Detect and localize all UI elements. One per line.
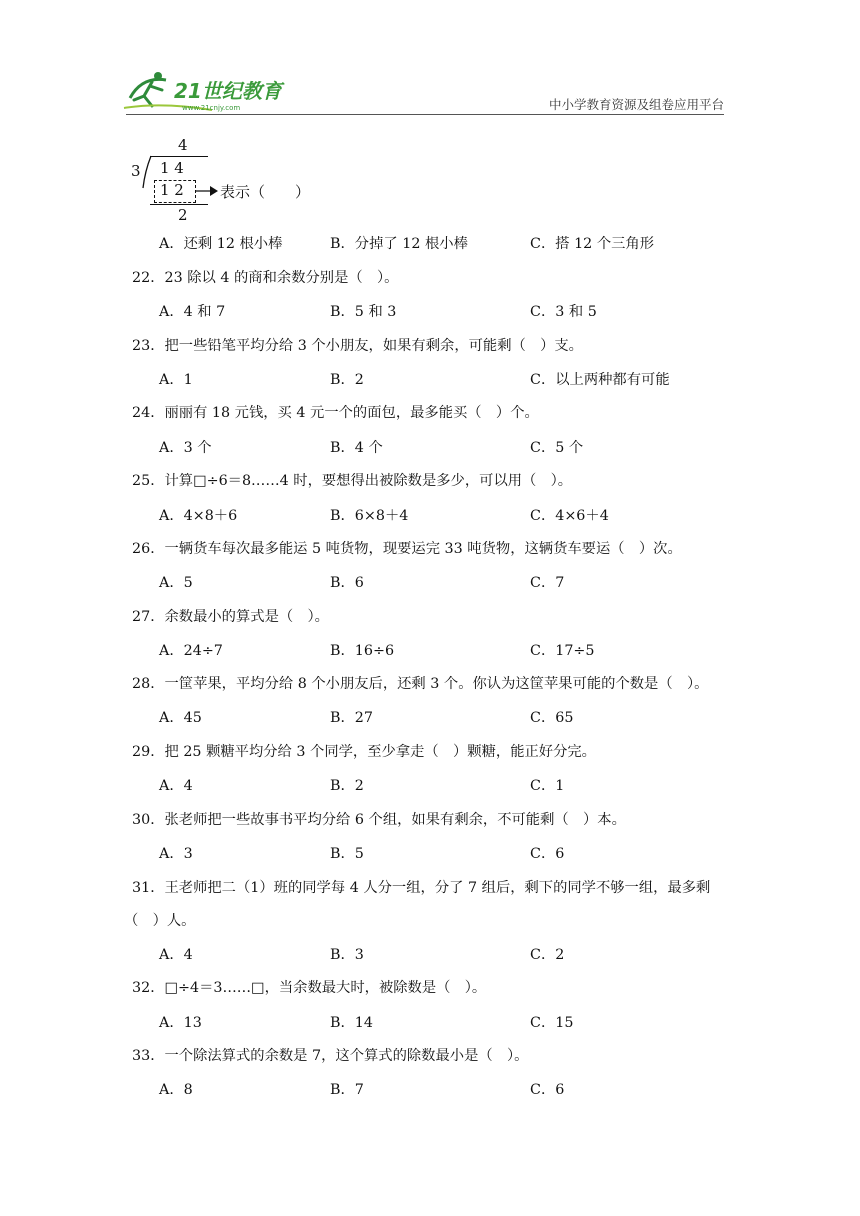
- question-27: 27．余数最小的算式是（ ）。: [132, 609, 329, 625]
- option-a[interactable]: A．8: [159, 1082, 193, 1098]
- q29-options: [0, 775, 860, 795]
- division-product: 1 2: [160, 181, 184, 199]
- logo-text: 21世纪教育: [174, 79, 282, 103]
- header-divider: [126, 114, 724, 115]
- option-c[interactable]: C．17÷5: [530, 643, 595, 659]
- option-c[interactable]: C．1: [530, 778, 565, 794]
- option-c[interactable]: C．搭 12 个三角形: [530, 236, 655, 252]
- option-b[interactable]: B．27: [330, 710, 373, 726]
- option-c[interactable]: C．6: [530, 846, 565, 862]
- division-diagram: [128, 134, 348, 230]
- division-dividend: 1 4: [160, 159, 184, 177]
- option-a[interactable]: A．4: [159, 778, 193, 794]
- q24-options: [0, 437, 860, 457]
- option-c[interactable]: C．6: [530, 1082, 565, 1098]
- option-b[interactable]: B．5: [330, 846, 364, 862]
- option-c[interactable]: C．65: [530, 710, 574, 726]
- option-c[interactable]: C．7: [530, 575, 565, 591]
- site-name: 中小学教育资源及组卷应用平台: [548, 97, 724, 112]
- option-b[interactable]: B．2: [330, 372, 364, 388]
- option-a[interactable]: A．1: [159, 372, 193, 388]
- question-33: 33．一个除法算式的余数是 7，这个算式的除数最小是（ ）。: [132, 1048, 529, 1064]
- option-a[interactable]: A．4: [159, 947, 193, 963]
- option-a[interactable]: A．还剩 12 根小棒: [159, 236, 283, 252]
- division-remainder: 2: [178, 206, 188, 224]
- option-c[interactable]: C．15: [530, 1015, 574, 1031]
- division-bottom-bar: [150, 204, 208, 205]
- arrow-right-icon: [196, 184, 220, 198]
- option-b[interactable]: B．7: [330, 1082, 364, 1098]
- option-b[interactable]: B．6: [330, 575, 364, 591]
- q21-options: [0, 233, 860, 253]
- option-a[interactable]: A．13: [159, 1015, 202, 1031]
- q22-options: [0, 301, 860, 321]
- page-header: [0, 0, 860, 120]
- q25-options: [0, 505, 860, 525]
- option-b[interactable]: B．14: [330, 1015, 373, 1031]
- question-30: 30．张老师把一些故事书平均分给 6 个组，如果有剩余，不可能剩（ ）本。: [132, 812, 626, 828]
- q23-options: [0, 369, 860, 389]
- division-divisor: 3: [131, 162, 141, 180]
- q27-options: [0, 640, 860, 660]
- option-a[interactable]: A．4×8＋6: [159, 508, 238, 524]
- question-31-continued: （ ）人。: [124, 913, 196, 929]
- option-a[interactable]: A．3: [159, 846, 193, 862]
- option-b[interactable]: B．分掉了 12 根小棒: [330, 236, 468, 252]
- option-c[interactable]: C．4×6＋4: [530, 508, 609, 524]
- question-24: 24．丽丽有 18 元钱，买 4 元一个的面包，最多能买（ ）个。: [132, 405, 539, 421]
- option-b[interactable]: B．6×8＋4: [330, 508, 409, 524]
- q33-options: [0, 1079, 860, 1099]
- option-a[interactable]: A．5: [159, 575, 193, 591]
- option-a[interactable]: A．4 和 7: [159, 304, 226, 320]
- q28-options: [0, 707, 860, 727]
- question-26: 26．一辆货车每次最多能运 5 吨货物，现要运完 33 吨货物，这辆货车要运（ ）次。: [132, 541, 682, 557]
- option-a[interactable]: A．24÷7: [159, 643, 223, 659]
- q32-options: [0, 1012, 860, 1032]
- division-top-bar: [150, 156, 208, 157]
- option-b[interactable]: B．5 和 3: [330, 304, 397, 320]
- 21cnjy-logo: [122, 66, 292, 116]
- option-a[interactable]: A．3 个: [159, 440, 212, 456]
- option-a[interactable]: A．45: [159, 710, 202, 726]
- question-29: 29．把 25 颗糖平均分给 3 个同学，至少拿走（ ）颗糖，能正好分完。: [132, 744, 596, 760]
- q26-options: [0, 572, 860, 592]
- question-28: 28．一筐苹果，平均分给 8 个小朋友后，还剩 3 个。你认为这筐苹果可能的个数是（ ）。: [132, 676, 709, 692]
- division-label: 表示（ ）: [220, 183, 311, 201]
- question-22: 22．23 除以 4 的商和余数分别是（ ）。: [132, 270, 399, 286]
- question-32: 32．□÷4＝3……□，当余数最大时，被除数是（ ）。: [132, 980, 487, 996]
- q31-options: [0, 944, 860, 964]
- q30-options: [0, 843, 860, 863]
- question-25: 25．计算□÷6＝8……4 时，要想得出被除数是多少，可以用（ ）。: [132, 473, 573, 489]
- option-c[interactable]: C．以上两种都有可能: [530, 372, 670, 388]
- option-b[interactable]: B．16÷6: [330, 643, 395, 659]
- option-b[interactable]: B．2: [330, 778, 364, 794]
- question-23: 23．把一些铅笔平均分给 3 个小朋友，如果有剩余，可能剩（ ）支。: [132, 338, 583, 354]
- option-c[interactable]: C．3 和 5: [530, 304, 597, 320]
- division-quotient: 4: [178, 136, 188, 154]
- option-c[interactable]: C．2: [530, 947, 565, 963]
- option-b[interactable]: B．3: [330, 947, 364, 963]
- question-31: 31．王老师把二（1）班的同学每 4 人分一组，分了 7 组后，剩下的同学不够一组，最多剩: [132, 880, 711, 896]
- option-b[interactable]: B．4 个: [330, 440, 383, 456]
- option-c[interactable]: C．5 个: [530, 440, 584, 456]
- division-bracket: [142, 155, 154, 189]
- logo-subtext: www.21cnjy.com: [182, 104, 241, 112]
